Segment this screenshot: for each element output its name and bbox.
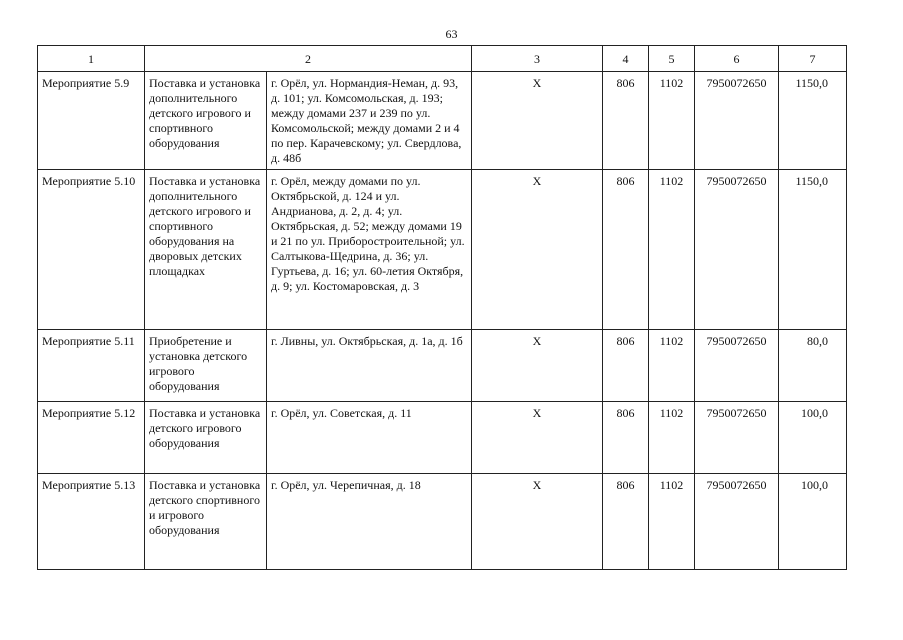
col7-value: 1150,0 bbox=[779, 170, 847, 330]
col4-value: 806 bbox=[603, 170, 649, 330]
col4-value: 806 bbox=[603, 474, 649, 570]
header-cell-4: 4 bbox=[603, 46, 649, 72]
measure-name: Поставка и установка дополнительного детского игрового и спортивного оборудования на дворовых детских площадках bbox=[145, 170, 267, 330]
header-cell-5: 5 bbox=[649, 46, 695, 72]
measure-id: Мероприятие 5.11 bbox=[38, 330, 145, 402]
measure-id: Мероприятие 5.10 bbox=[38, 170, 145, 330]
measure-name: Приобретение и установка детского игрового оборудования bbox=[145, 330, 267, 402]
col4-value: 806 bbox=[603, 330, 649, 402]
col7-value: 100,0 bbox=[779, 474, 847, 570]
measure-address: г. Орёл, ул. Нормандия-Неман, д. 93, д. 101; ул. Комсомольская, д. 193; между домами 237 и 239 по ул. Комсомольской; между домами 2 и 4 по пер. Карачевскому; ул. Свердлова, д. 48б bbox=[267, 72, 472, 170]
header-row bbox=[38, 46, 847, 72]
measure-address: г. Ливны, ул. Октябрьская, д. 1а, д. 1б bbox=[267, 330, 472, 402]
measure-address: г. Орёл, между домами по ул. Октябрьской, д. 124 и ул. Андрианова, д. 2, д. 4; ул. Октябрьская, д. 52; между домами 19 и 21 по ул. Приборостроительной; ул. Салтыкова-Щедрина, д. 36; ул. Гуртьева, д. 16; ул. 60-летия Октября, д. 9; ул. Костомаровская, д. 3 bbox=[267, 170, 472, 330]
col5-value: 1102 bbox=[649, 72, 695, 170]
measure-name: Поставка и установка дополнительного детского игрового и спортивного оборудования bbox=[145, 72, 267, 170]
table-row bbox=[38, 72, 847, 170]
header-cell-2: 2 bbox=[145, 46, 472, 72]
measure-id: Мероприятие 5.9 bbox=[38, 72, 145, 170]
col6-value: 7950072650 bbox=[695, 72, 779, 170]
header-cell-7: 7 bbox=[779, 46, 847, 72]
col3-value: Х bbox=[472, 72, 603, 170]
page-number: 63 bbox=[445, 27, 458, 41]
table-row bbox=[38, 474, 847, 570]
table-row bbox=[38, 330, 847, 402]
measure-address: г. Орёл, ул. Черепичная, д. 18 bbox=[267, 474, 472, 570]
col7-value: 80,0 bbox=[779, 330, 847, 402]
header-cell-1: 1 bbox=[38, 46, 145, 72]
measure-id: Мероприятие 5.12 bbox=[38, 402, 145, 474]
table-row bbox=[38, 402, 847, 474]
measure-name: Поставка и установка детского спортивного и игрового оборудования bbox=[145, 474, 267, 570]
measure-address: г. Орёл, ул. Советская, д. 11 bbox=[267, 402, 472, 474]
col6-value: 7950072650 bbox=[695, 474, 779, 570]
col7-value: 1150,0 bbox=[779, 72, 847, 170]
col6-value: 7950072650 bbox=[695, 170, 779, 330]
col5-value: 1102 bbox=[649, 474, 695, 570]
col7-value: 100,0 bbox=[779, 402, 847, 474]
col3-value: Х bbox=[472, 170, 603, 330]
measures-table bbox=[37, 45, 847, 570]
col3-value: Х bbox=[472, 330, 603, 402]
table-row bbox=[38, 170, 847, 330]
header-cell-6: 6 bbox=[695, 46, 779, 72]
col5-value: 1102 bbox=[649, 170, 695, 330]
measure-name: Поставка и установка детского игрового оборудования bbox=[145, 402, 267, 474]
col3-value: Х bbox=[472, 474, 603, 570]
header-cell-3: 3 bbox=[472, 46, 603, 72]
col4-value: 806 bbox=[603, 72, 649, 170]
col3-value: Х bbox=[472, 402, 603, 474]
col5-value: 1102 bbox=[649, 330, 695, 402]
col6-value: 7950072650 bbox=[695, 330, 779, 402]
col5-value: 1102 bbox=[649, 402, 695, 474]
measure-id: Мероприятие 5.13 bbox=[38, 474, 145, 570]
col6-value: 7950072650 bbox=[695, 402, 779, 474]
col4-value: 806 bbox=[603, 402, 649, 474]
